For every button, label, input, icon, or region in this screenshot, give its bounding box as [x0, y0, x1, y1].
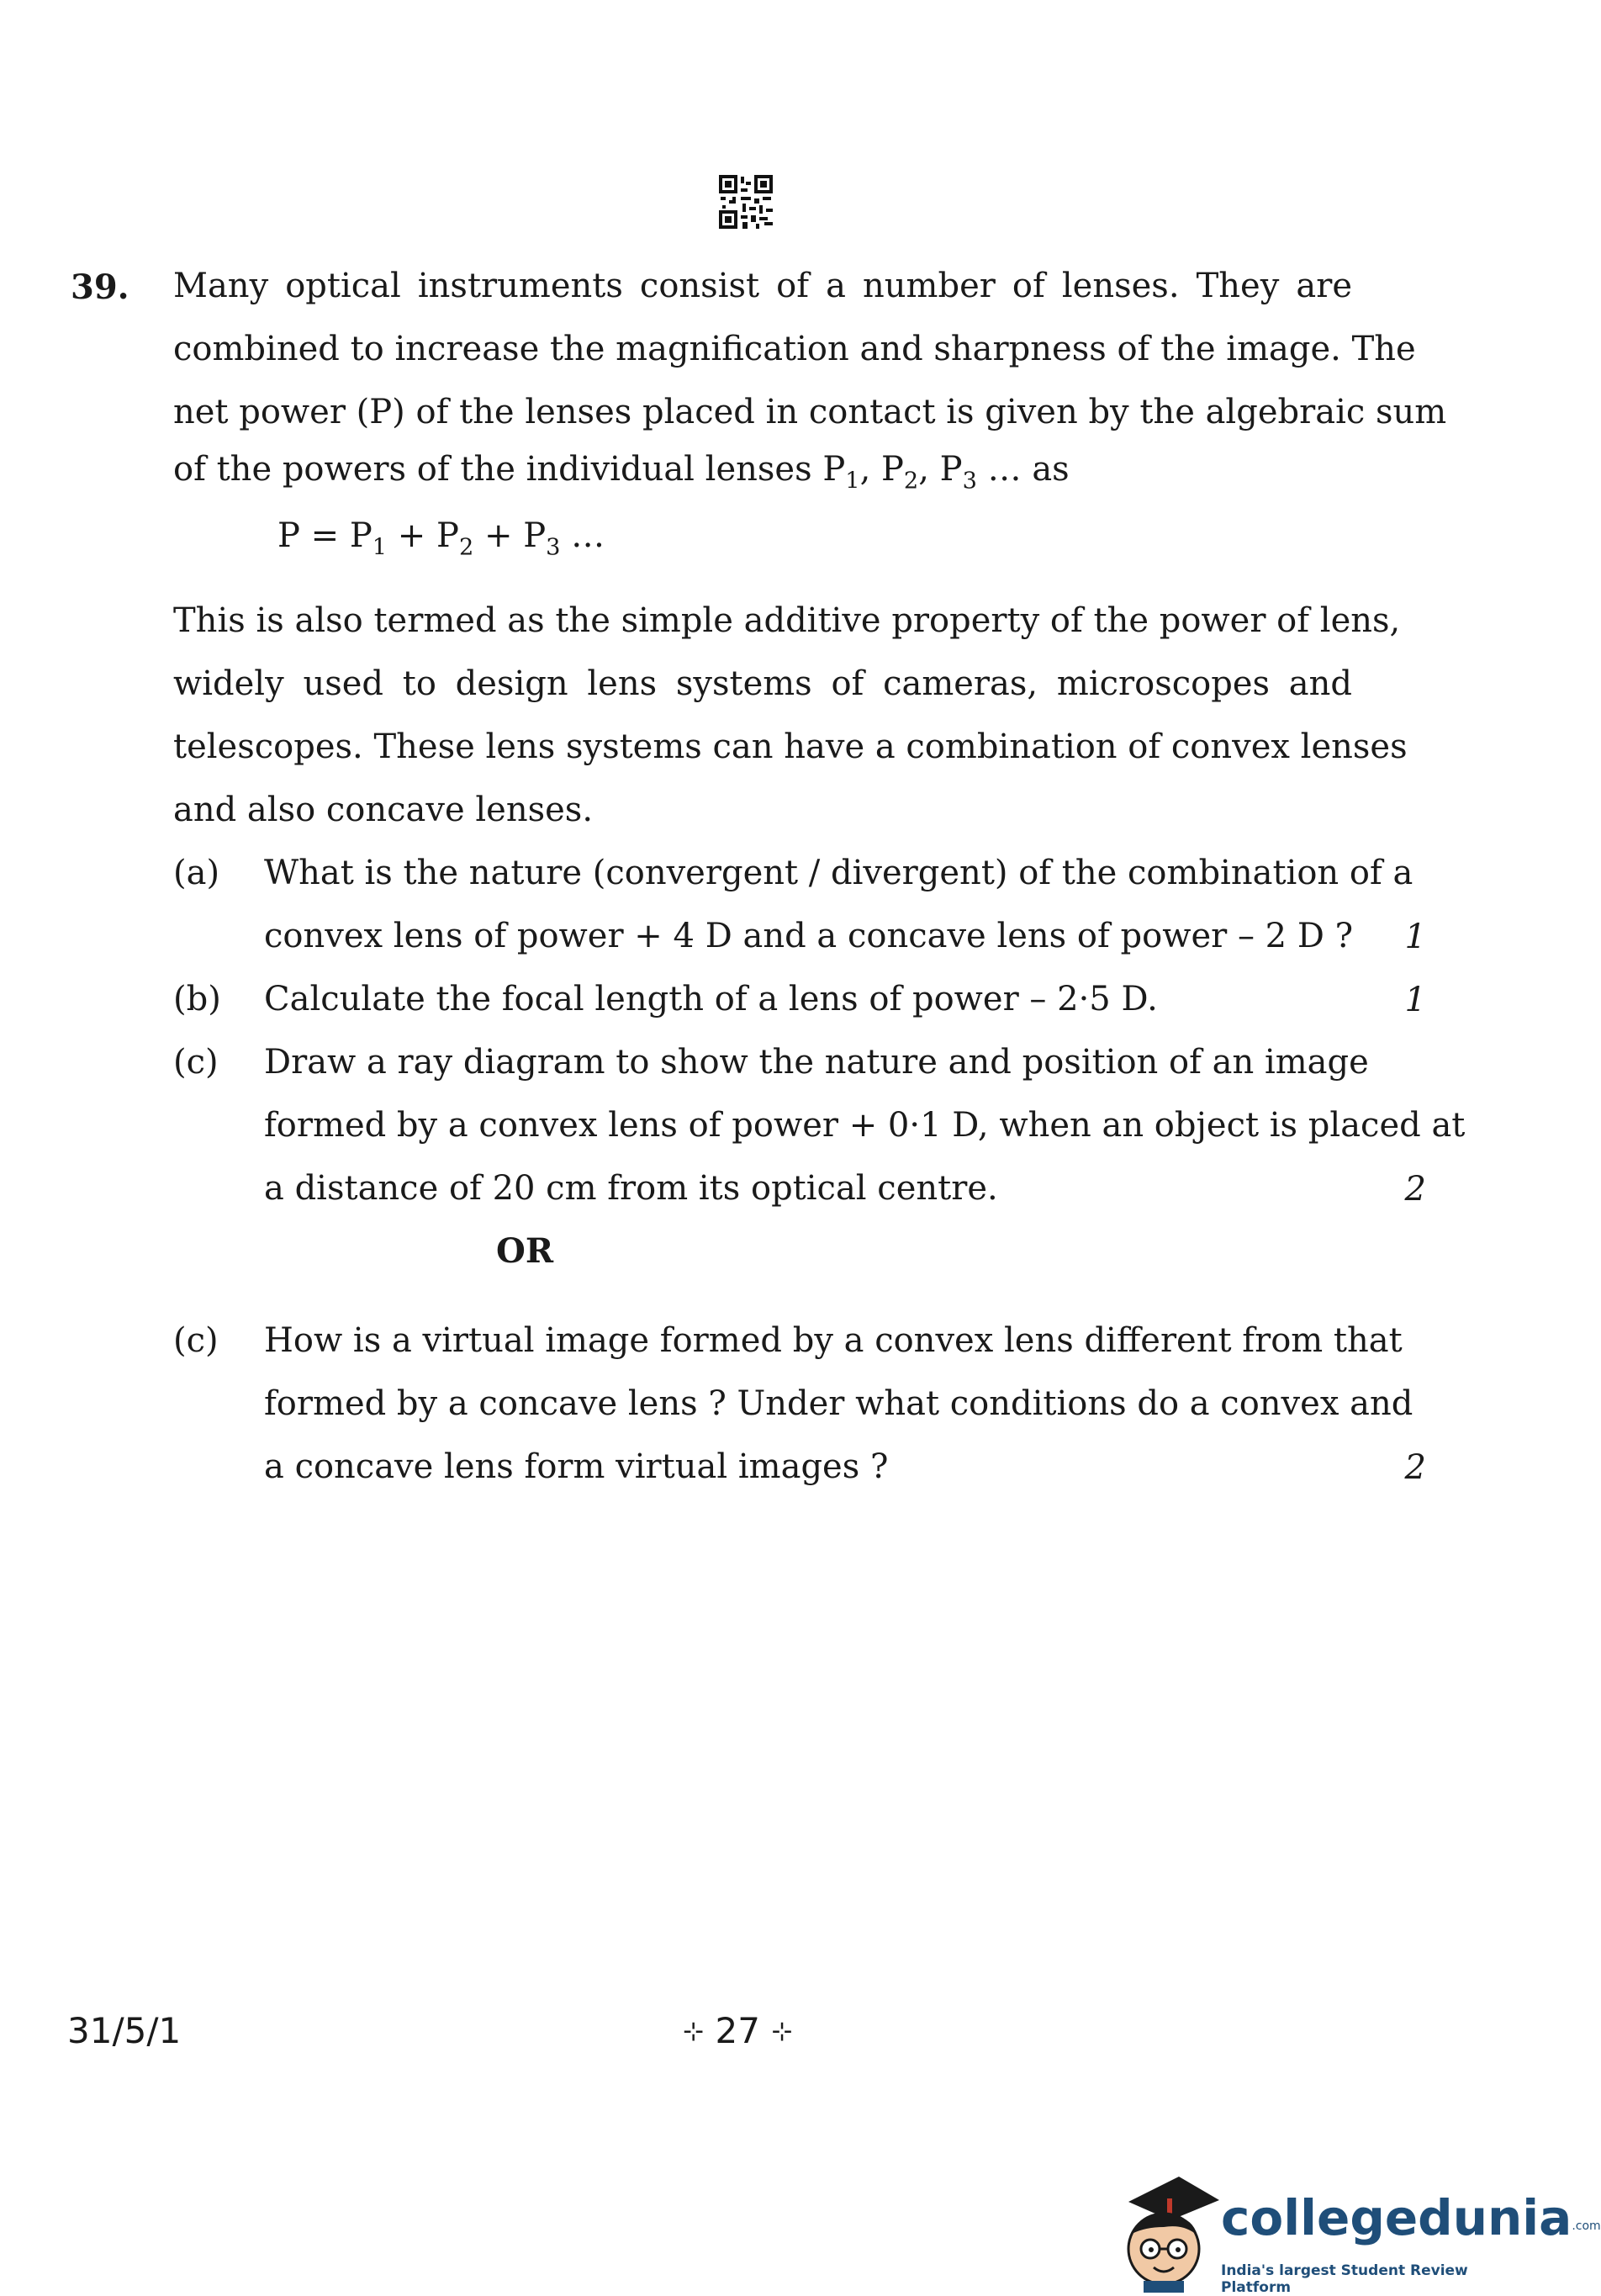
- qr-code: [719, 175, 773, 229]
- para2-line-1: This is also termed as the simple additive property of the power of lens,: [173, 601, 1401, 640]
- brand-tagline: India's largest Student Review Platform: [1221, 2262, 1468, 2296]
- brand-name: collegedunia.com: [1221, 2189, 1601, 2246]
- para2-line-2: widely used to design lens systems of cameras, microscopes and: [173, 664, 1352, 703]
- or-separator: OR: [496, 1231, 554, 1271]
- power-formula: $P = P_1 + P_2 + P_3$ …: [277, 516, 605, 561]
- para2-line-3: telescopes. These lens systems can have a combination of convex lenses: [173, 727, 1408, 766]
- part-c2-line-3: a concave lens form virtual images ?: [264, 1447, 889, 1486]
- intro-line-2: combined to increase the magnification and sharpness of the image. The: [173, 330, 1416, 368]
- page-number-value: 27: [715, 2010, 760, 2051]
- ornament-right-icon: ⊹: [771, 2017, 793, 2046]
- part-c2-line-1: How is a virtual image formed by a convex lens different from that: [264, 1321, 1403, 1360]
- part-c1-line-2: formed by a convex lens of power + 0·1 D, when an object is placed at: [264, 1106, 1466, 1145]
- part-a-marks: 1: [1404, 918, 1426, 956]
- paper-code: 31/5/1: [67, 2010, 182, 2051]
- question-number: 39.: [71, 267, 129, 307]
- ornament-left-icon: ⊹: [683, 2017, 705, 2046]
- part-a-line-2: convex lens of power + 4 D and a concave lens of power – 2 D ?: [264, 917, 1354, 955]
- intro-line-1: Many optical instruments consist of a number of lenses. They are: [173, 267, 1352, 305]
- part-c2-marks: 2: [1404, 1448, 1426, 1487]
- part-c1-label: (c): [173, 1043, 219, 1082]
- intro-line-4: of the powers of the individual lenses $P_1$, $P_2$, $P_3$ … as: [173, 450, 1070, 495]
- part-a-line-1: What is the nature (convergent / divergent) of the combination of a: [264, 854, 1413, 892]
- para2-line-4: and also concave lenses.: [173, 791, 594, 829]
- intro-line-3: net power (P) of the lenses placed in contact is given by the algebraic sum: [173, 393, 1447, 431]
- page-number: [683, 2010, 792, 2051]
- part-a-label: (a): [173, 854, 220, 892]
- part-b-label: (b): [173, 980, 221, 1018]
- part-c1-line-3: a distance of 20 cm from its optical centre.: [264, 1169, 998, 1208]
- part-c1-line-1: Draw a ray diagram to show the nature and position of an image: [264, 1043, 1369, 1082]
- mascot-logo-icon: [1112, 2168, 1221, 2293]
- part-c2-line-2: formed by a concave lens ? Under what conditions do a convex and: [264, 1384, 1413, 1423]
- part-c1-marks: 2: [1404, 1170, 1426, 1209]
- part-b-marks: 1: [1404, 981, 1426, 1019]
- brand-domain: .com: [1572, 2219, 1601, 2233]
- part-c2-label: (c): [173, 1321, 219, 1360]
- part-b-line-1: Calculate the focal length of a lens of power – 2·5 D.: [264, 980, 1158, 1018]
